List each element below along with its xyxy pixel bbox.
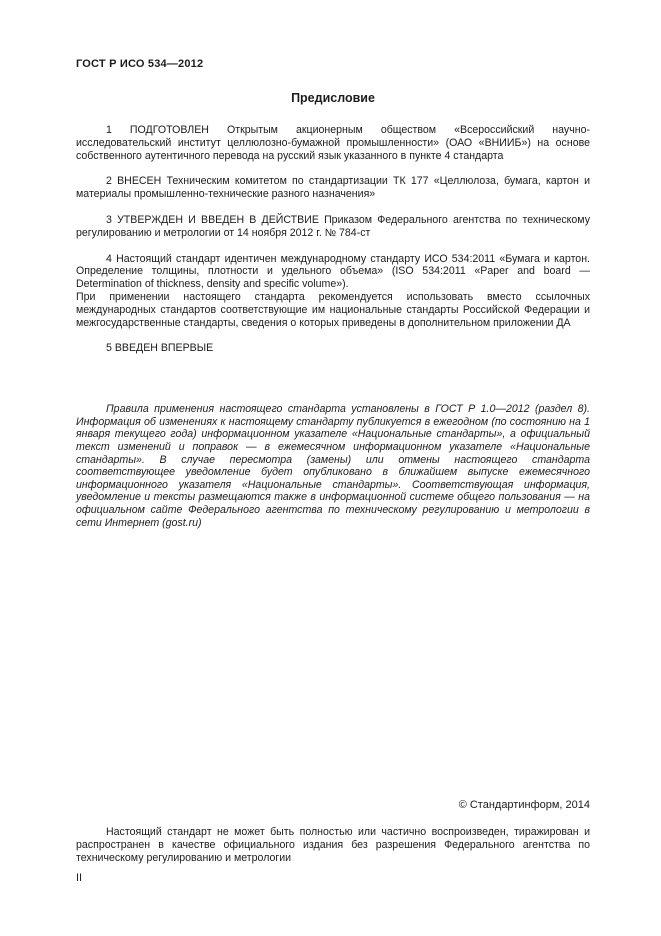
document-body [76,58,590,529]
foreword-paragraph-4: 4 Настоящий стандарт идентичен международному стандарту ИСО 534:2011 «Бумага и картон. Определение толщины, плотности и удельного объема» (ISO 534:2011 «Paper and board — Determination of thickness, density and specific volume»). [76,252,590,291]
foreword-paragraph-5: 5 ВВЕДЕН ВПЕРВЫЕ [106,342,214,355]
document-code: ГОСТ Р ИСО 534—2012 [76,58,204,70]
reproduction-restriction-note: Настоящий стандарт не может быть полностью или частично воспроизведен, тиражирован и распространен в качестве официального издания без разрешения Федерального агентства по техническому регулированию и метрологии [76,826,590,864]
application-rules-note: Правила применения настоящего стандарта установлены в ГОСТ Р 1.0—2012 (раздел 8). Информация об изменениях к настоящему стандарту публикуется в ежегодном (по состоянию на 1 января текущего года) информационном указателе «Национальные стандарты», а официальный текст изменений и поправок — в ежемесячном информационном указателе «Национальные стандарты». В случае пересмотра (замены) или отмены настоящего стандарта соответствующее уведомление будет опубликовано в ближайшем выпуске ежемесячного информационного указателя «Национальные стандарты». Соответствующая информация, уведомление и тексты размещаются также в информационной системе общего пользования — на официальном сайте Федерального агентства по техническому регулированию и метрологии в сети Интернет (gost.ru) [76,403,590,529]
copyright-notice: © Стандартинформ, 2014 [458,799,590,811]
foreword-paragraph-2: 2 ВНЕСЕН Техническим комитетом по стандартизации ТК 177 «Целлюлоза, бумага, картон и материалы промышленно-технические разного назначения» [76,175,590,201]
foreword-paragraph-1: 1 ПОДГОТОВЛЕН Открытым акционерным обществом «Всероссийский научно-исследовательский институт целлюлозно-бумажной промышленности» (ОАО «ВНИИБ») на основе собственного аутентичного перевода на русский язык указанного в пункте 4 стандарта [76,124,590,162]
page-number: II [76,872,83,884]
foreword-paragraph-4-continuation: При применении настоящего стандарта рекомендуется использовать вместо ссылочных международных стандартов соответствующие им национальные стандарты Российской Федерации и межгосударственные стандарты, сведения о которых приведены в дополнительном приложении ДА [76,290,590,329]
page-title: Предисловие [291,91,375,105]
foreword-paragraph-3: 3 УТВЕРЖДЕН И ВВЕДЕН В ДЕЙСТВИЕ Приказом Федерального агентства по техническому регулированию и метрологии от 14 ноября 2012 г. № 784-ст [76,213,590,239]
